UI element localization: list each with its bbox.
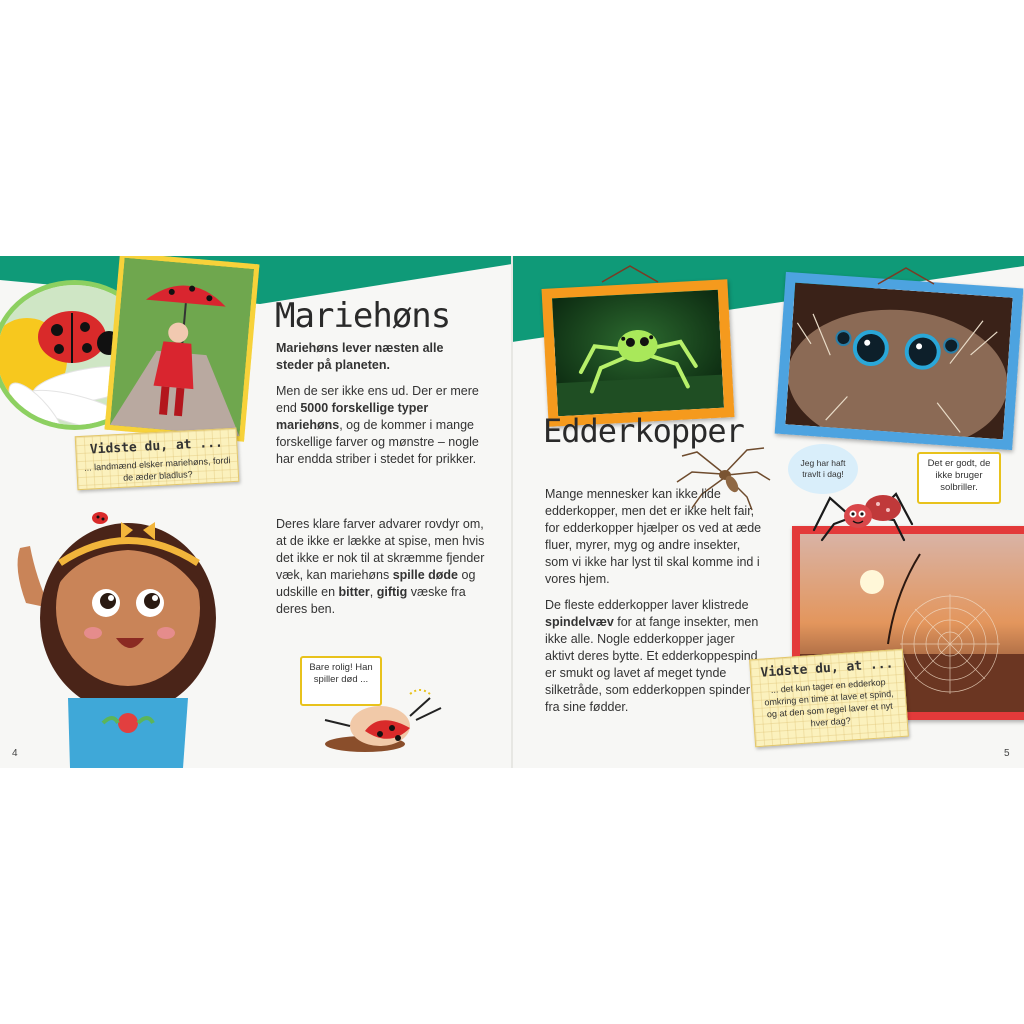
fact-box-text: ... landmænd elsker mariehøns, fordi de æder bladlus? <box>83 455 231 483</box>
ladybug-callout: Bare rolig! Han spiller død ... <box>300 656 382 706</box>
page-number-left: 4 <box>12 748 18 759</box>
cartoon-girl <box>8 508 238 768</box>
girl-umbrella-photo <box>105 256 260 442</box>
spider-eyes-photo <box>775 272 1024 450</box>
ladybugs-title: Mariehøns <box>275 296 451 336</box>
spiders-paragraph-2: De fleste edderkopper laver klistrede spindelvæv for at fange insekter, men ikke alle. Nogle edderkopper jager aktivt deres bytte. Et edderkoppespind er smukt og lavet af meget tynde silketråde, som edderkoppen spinder fra sine fødder. <box>545 598 759 714</box>
fact-box-title: Vidste du, at ... <box>89 435 224 458</box>
cartoon-ladybug <box>310 686 460 756</box>
spider-speech-bubble: Jeg har haft travlt i dag! <box>788 444 858 494</box>
ladybugs-paragraph-1: Men de ser ikke ens ud. Der er mere end 5000 forskellige typer mariehøns, og de kommer i mange forskellige farver og mønstre – nogle har endda striber i stedet for prikker. <box>276 384 479 466</box>
spider-fact-box <box>749 649 909 748</box>
fact-box-text: ... det kun tager en edderkop omkring en time at lave et spind, og at den som regel laver et nyt hver dag? <box>764 677 894 729</box>
fact-box-title: Vidste du, at ... <box>760 656 894 681</box>
ladybug-fact-box <box>75 428 240 490</box>
spiders-paragraph-1: Mange mennesker kan ikke lide edderkopper, men det er ikke helt fair, for edderkopper hjælper os ved at æde fluer, myrer, myg og andre insekter, som vi ikke har lyst til skal komme ind i vores hjem. <box>545 487 762 586</box>
book-spread <box>0 256 1024 768</box>
page-number-right: 5 <box>1004 748 1010 759</box>
book-gutter <box>511 256 513 768</box>
ladybugs-intro: Mariehøns lever næsten alle steder på planeten. <box>276 341 444 372</box>
frame-hanger-1 <box>600 264 660 284</box>
green-spider-photo <box>542 279 735 427</box>
spiders-title: Edderkopper <box>543 412 744 450</box>
spider-sunglasses-callout: Det er godt, de ikke bruger solbriller. <box>917 452 1001 504</box>
frame-hanger-2 <box>876 266 936 286</box>
cartoon-spider <box>808 484 918 544</box>
ladybugs-paragraph-2: Deres klare farver advarer rovdyr om, at de ikke er lække at spise, men hvis det ikke er nok til at skræmme fjender væk, kan mariehøns spille døde og udskille en bitter, giftig væske fra deres ben. <box>276 517 485 616</box>
